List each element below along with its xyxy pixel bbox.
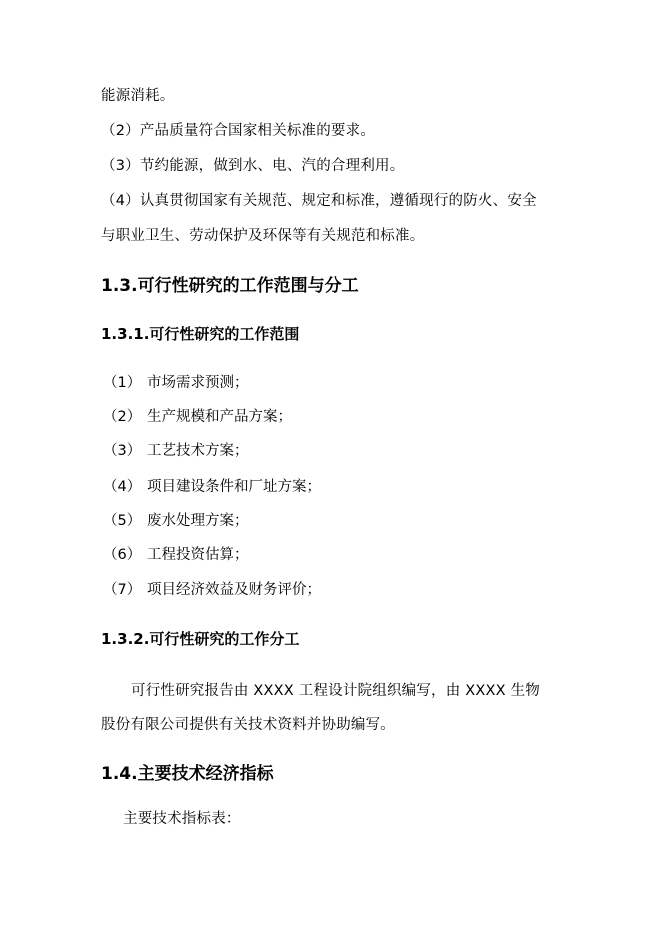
scope-list-item	[103, 441, 249, 461]
list-item-text: 工艺技术方案；	[147, 443, 249, 459]
scope-list-item	[103, 373, 249, 393]
section-heading-1-3-1: 1.3.1.可行性研究的工作范围	[101, 325, 300, 343]
list-item-number: （1）	[103, 375, 142, 391]
list-item-text: 生产规模和产品方案；	[147, 409, 292, 425]
list-item-text: 项目经济效益及财务评价；	[147, 582, 321, 598]
scope-list-item	[103, 407, 292, 427]
scope-list-item	[103, 477, 321, 497]
paragraph-line: 可行性研究报告由 XXXX 工程设计院组织编写，由 XXXX 生物	[131, 683, 541, 699]
section-heading-1-3: 1.3.可行性研究的工作范围与分工	[101, 276, 359, 296]
requirement-item-2: （2）产品质量符合国家相关标准的要求。	[101, 123, 376, 139]
list-item-text: 项目建设条件和厂址方案；	[147, 479, 321, 495]
section-heading-1-3-2: 1.3.2.可行性研究的工作分工	[101, 630, 300, 648]
list-item-number: （3）	[103, 443, 142, 459]
section-heading-1-4: 1.4.主要技术经济指标	[101, 764, 274, 784]
list-item-text: 工程投资估算；	[147, 547, 249, 563]
requirement-item-4: （4）认真贯彻国家有关规范、规定和标准，遵循现行的防火、安全	[101, 193, 537, 209]
paragraph-line: 能源消耗。	[101, 88, 175, 104]
list-item-number: （6）	[103, 547, 142, 563]
paragraph-line: 股份有限公司提供有关技术资料并协助编写。	[101, 717, 395, 733]
list-item-number: （7）	[103, 582, 142, 598]
list-item-text: 市场需求预测；	[147, 375, 249, 391]
list-item-number: （5）	[103, 513, 142, 529]
scope-list-item	[103, 545, 249, 565]
list-item-number: （2）	[103, 409, 142, 425]
list-item-text: 废水处理方案；	[147, 513, 249, 529]
requirement-item-4-continued: 与职业卫生、劳动保护及环保等有关规范和标准。	[101, 228, 425, 244]
table-intro-text: 主要技术指标表：	[123, 811, 241, 827]
scope-list-item	[103, 511, 249, 531]
requirement-item-3: （3）节约能源，做到水、电、汽的合理利用。	[101, 158, 405, 174]
scope-list-item	[103, 580, 321, 600]
list-item-number: （4）	[103, 479, 142, 495]
